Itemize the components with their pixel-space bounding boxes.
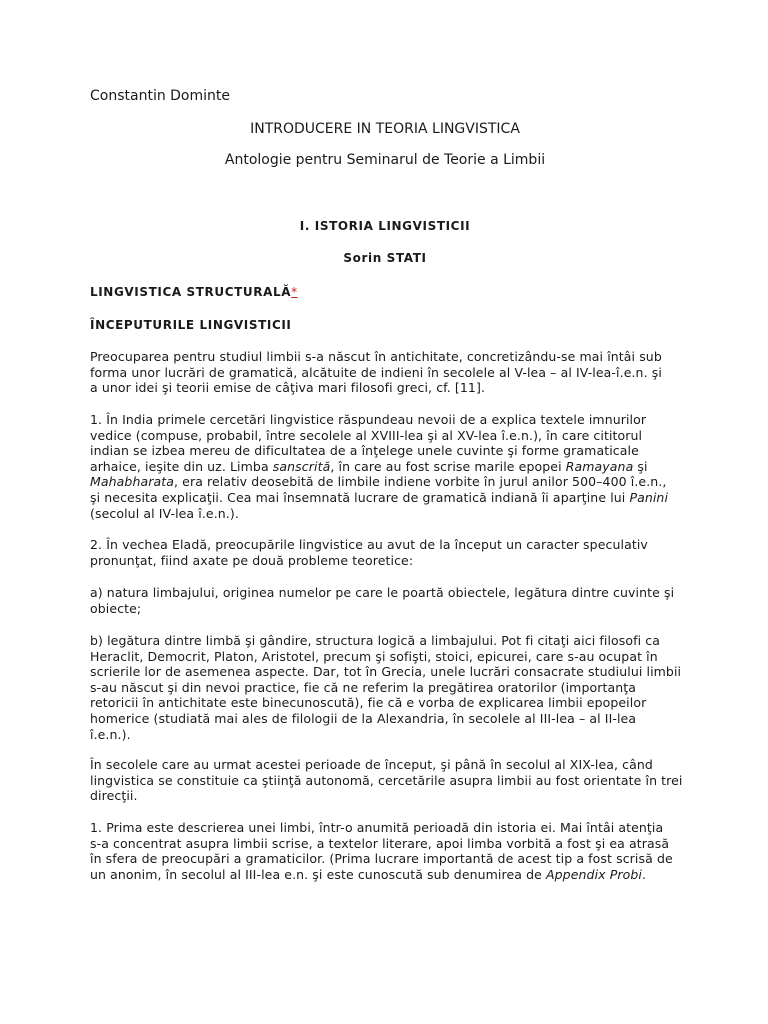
text-line: direcţii. bbox=[90, 788, 138, 804]
text-line: scrierile lor de asemenea aspecte. Dar, tot în Grecia, unele lucrări consacrate studiului limbii bbox=[90, 664, 682, 680]
text-line: s-au născut şi din nevoi practice, fie că ne referim la pregătirea oratorilor (importanţa bbox=[90, 679, 637, 695]
part-author: Sorin STATI bbox=[343, 251, 427, 265]
text-line: (secolul al IV-lea î.e.n.). bbox=[90, 505, 239, 521]
section-heading-text: LINGVISTICA STRUCTURALĂ bbox=[90, 285, 292, 299]
text-line bbox=[90, 459, 690, 475]
document-title: INTRODUCERE IN TEORIA LINGVISTICA bbox=[250, 121, 520, 137]
footnote-link[interactable]: * bbox=[291, 285, 298, 299]
text-line: 1. Prima este descrierea unei limbi, într-o anumită perioadă din istoria ei. Mai întâi atenţia bbox=[90, 820, 664, 835]
text-run: , în care au fost scrise marile epopei bbox=[330, 458, 566, 474]
part-title: I. ISTORIA LINGVISTICII bbox=[299, 219, 471, 233]
text-line: 2. În vechea Eladă, preocupările lingvistice au avut de la început un caracter speculativ bbox=[90, 537, 648, 552]
text-line: În secolele care au urmat acestei perioade de început, şi până în secolul al XIX-lea, când bbox=[90, 757, 653, 772]
text-run: , era relativ deosebită de limbile indiene vorbite în jurul anilor 500–400 î.e.n., bbox=[174, 474, 667, 490]
text-line bbox=[90, 474, 690, 490]
document-subtitle: Antologie pentru Seminarul de Teorie a Limbii bbox=[224, 152, 546, 168]
text-run: arhaice, ieşite din uz. Limba bbox=[90, 458, 273, 474]
italic-term: Ramayana bbox=[565, 458, 634, 474]
text-run: şi necesita explicaţii. Cea mai însemnată lucrare de gramatică indiană îi aparţine lui bbox=[90, 489, 630, 505]
paragraph-intro bbox=[90, 349, 690, 396]
section-heading-beginnings: ÎNCEPUTURILE LINGVISTICII bbox=[90, 318, 292, 332]
paragraph-point-a bbox=[90, 585, 690, 616]
author-name: Constantin Dominte bbox=[90, 88, 230, 104]
text-line bbox=[90, 867, 690, 883]
text-run: un anonim, în secolul al III-lea e.n. şi este cunoscută sub denumirea de bbox=[90, 866, 546, 882]
text-run: şi bbox=[633, 458, 648, 474]
section-heading-structural bbox=[90, 285, 298, 299]
text-line: Preocuparea pentru studiul limbii s-a născut în antichitate, concretizându-se mai întâi sub bbox=[90, 349, 662, 364]
text-line: lingvistica se constituie ca ştiinţă autonomă, cercetările asupra limbii au fost orientate în trei bbox=[90, 772, 683, 788]
text-line bbox=[90, 490, 690, 506]
text-line: retoricii în antichitate este binecunoscută), fie că e vorba de explicarea limbii epopeilor bbox=[90, 695, 647, 711]
paragraph-india bbox=[90, 412, 690, 521]
italic-term: sanscrită bbox=[272, 458, 331, 474]
text-line: 1. În India primele cercetări lingvistice răspundeau nevoii de a explica textele imnurilor bbox=[90, 412, 647, 427]
text-line: î.e.n.). bbox=[90, 726, 131, 742]
italic-term: Panini bbox=[629, 489, 669, 505]
text-line: pronunţat, fiind axate pe două probleme teoretice: bbox=[90, 552, 414, 568]
text-line: Heraclit, Democrit, Platon, Aristotel, precum şi sofişti, stoici, epicurei, care s-au ocupat în bbox=[90, 648, 658, 664]
text-line: vedice (compuse, probabil, între secolele al XVIII-lea şi al XV-lea î.e.n.), în care cititorul bbox=[90, 427, 643, 443]
italic-term: Appendix Probi bbox=[546, 866, 642, 882]
paragraph-point-b bbox=[90, 633, 690, 742]
paragraph-later-centuries bbox=[90, 757, 690, 804]
text-line: obiecte; bbox=[90, 600, 142, 616]
text-line: homerice (studiată mai ales de filologii de la Alexandria, în secolele al III-lea – al II-lea bbox=[90, 710, 637, 726]
italic-term: Mahabharata bbox=[90, 474, 175, 490]
text-line: forma unor lucrări de gramatică, alcătuite de indieni în secolele al V-lea – al IV-lea-î.e.n. şi bbox=[90, 364, 662, 380]
paragraph-first-direction bbox=[90, 820, 690, 882]
text-line: a) natura limbajului, originea numelor pe care le poartă obiectele, legătura dintre cuvinte şi bbox=[90, 585, 675, 600]
text-line: indian se izbea mereu de dificultatea de a înţelege unele cuvinte şi forme gramaticale bbox=[90, 443, 639, 459]
text-line: în sfera de preocupări a gramaticilor. (Prima lucrare importantă de acest tip a fost scrisă de bbox=[90, 851, 673, 867]
text-line: a unor idei şi teorii emise de câţiva mari filosofi greci, cf. [11]. bbox=[90, 380, 486, 396]
text-run: . bbox=[641, 866, 647, 882]
text-line: s-a concentrat asupra limbii scrise, a textelor literare, apoi limba vorbită a fost şi ea atrasă bbox=[90, 835, 670, 851]
text-line: b) legătura dintre limbă şi gândire, structura logică a limbajului. Pot fi citaţi aici filosofi ca bbox=[90, 633, 661, 648]
paragraph-greece bbox=[90, 537, 690, 568]
